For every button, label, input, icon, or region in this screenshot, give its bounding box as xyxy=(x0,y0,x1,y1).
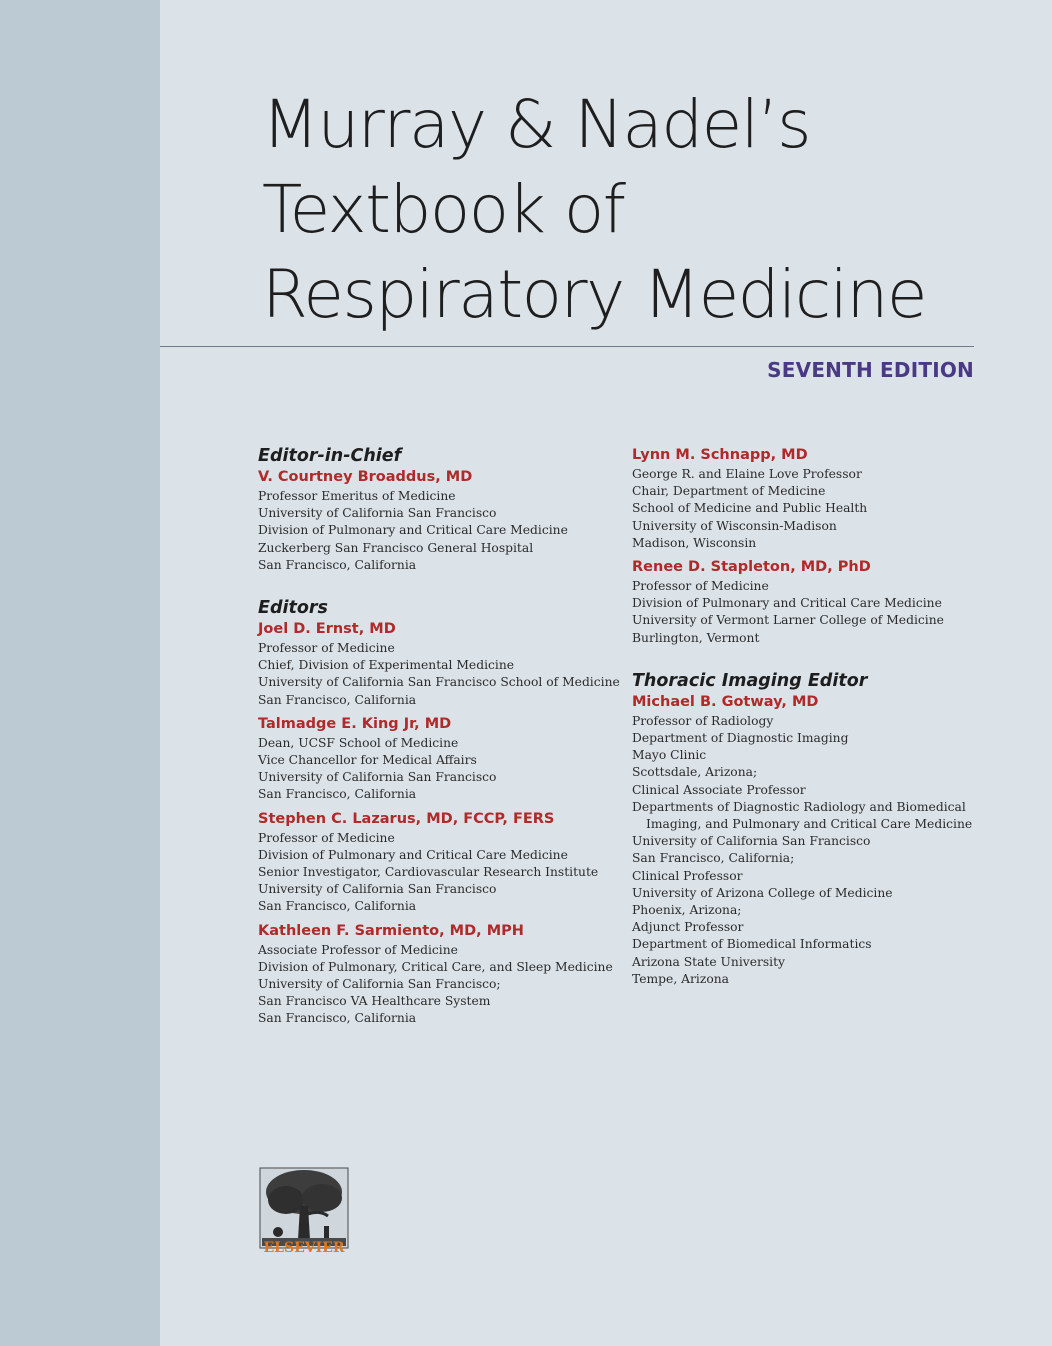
editor-entry xyxy=(258,714,638,804)
affiliation-line: San Francisco VA Healthcare System xyxy=(258,994,491,1009)
affiliation-line: Professor of Medicine xyxy=(258,830,395,845)
affiliation-line: San Francisco, California xyxy=(258,787,417,802)
affiliation-line: University of California San Francisco xyxy=(258,882,497,897)
affiliation-line: San Francisco, California; xyxy=(632,851,795,866)
editor-entry xyxy=(258,619,638,709)
editor-entry xyxy=(258,921,638,1028)
affiliation-line: University of Arizona College of Medicine xyxy=(632,885,893,900)
affiliation-line: University of California San Francisco; xyxy=(258,977,501,992)
person-name: Lynn M. Schnapp, MD xyxy=(632,447,808,463)
affiliation-line: University of California San Francisco xyxy=(258,506,497,521)
affiliation-line: Scottsdale, Arizona; xyxy=(632,765,758,780)
affiliation-line: Adjunct Professor xyxy=(632,920,744,935)
edition-label: SEVENTH EDITION xyxy=(767,358,974,382)
affiliation-line: Division of Pulmonary and Critical Care Medicine xyxy=(632,596,942,611)
affiliation-list xyxy=(258,488,638,574)
affiliation-line: Tempe, Arizona xyxy=(632,971,729,986)
affiliation-line: Professor of Medicine xyxy=(632,579,769,594)
editor-in-chief-heading: Editor-in-Chief xyxy=(258,446,402,466)
affiliation-list xyxy=(258,942,638,1028)
title-line: Respiratory Medicine xyxy=(262,256,926,333)
affiliation-line: Professor of Radiology xyxy=(632,713,774,728)
editor-entry xyxy=(258,809,638,916)
person-name: Kathleen F. Sarmiento, MD, MPH xyxy=(258,922,524,939)
person-name: Renee D. Stapleton, MD, PhD xyxy=(632,559,871,576)
person-name: Michael B. Gotway, MD xyxy=(632,693,819,710)
editor-entry xyxy=(632,557,1012,647)
imaging-editor-entry xyxy=(632,692,1012,988)
book-title xyxy=(262,82,1022,337)
title-line: Textbook of xyxy=(262,171,625,248)
affiliation-line: Dean, UCSF School of Medicine xyxy=(258,735,459,750)
editors-heading: Editors xyxy=(258,598,328,619)
affiliation-line: Chief, Division of Experimental Medicine xyxy=(258,658,515,673)
affiliation-list xyxy=(258,830,638,916)
affiliation-line: Arizona State University xyxy=(632,954,786,969)
thoracic-imaging-editor-heading: Thoracic Imaging Editor xyxy=(632,670,868,691)
affiliation-line: Departments of Diagnostic Radiology and Biomedical xyxy=(632,799,966,814)
affiliation-line: University of Wisconsin-Madison xyxy=(632,518,837,533)
affiliation-line: Chair, Department of Medicine xyxy=(632,484,826,499)
affiliation-line: San Francisco, California xyxy=(258,557,417,572)
right-column xyxy=(632,445,1012,993)
affiliation-line: Madison, Wisconsin xyxy=(632,535,757,550)
affiliation-list xyxy=(258,640,638,709)
affiliation-line: University of California San Francisco xyxy=(632,834,871,849)
left-column xyxy=(258,445,638,1033)
affiliation-line: Imaging, and Pulmonary and Critical Care Medicine xyxy=(646,817,973,832)
publisher-name: ELSEVIER xyxy=(263,1240,345,1256)
affiliation-line: San Francisco, California xyxy=(258,692,417,707)
affiliation-line: Department of Diagnostic Imaging xyxy=(632,731,849,746)
affiliation-list xyxy=(632,713,1012,988)
affiliation-line: San Francisco, California xyxy=(258,1011,417,1026)
affiliation-line: University of California San Francisco School of Medicine xyxy=(258,675,620,690)
affiliation-list xyxy=(632,578,1012,647)
affiliation-line: Phoenix, Arizona; xyxy=(632,903,742,918)
editor-entry xyxy=(632,445,1012,552)
title-divider xyxy=(160,346,974,347)
affiliation-line: Associate Professor of Medicine xyxy=(258,942,458,957)
affiliation-line: Mayo Clinic xyxy=(632,748,707,763)
affiliation-line: Zuckerberg San Francisco General Hospital xyxy=(258,540,534,555)
affiliation-line: Division of Pulmonary, Critical Care, and Sleep Medicine xyxy=(258,959,613,974)
affiliation-line: School of Medicine and Public Health xyxy=(632,501,868,516)
affiliation-list xyxy=(258,735,638,804)
editor-in-chief-entry xyxy=(258,467,638,574)
affiliation-line: Professor of Medicine xyxy=(258,641,395,656)
person-name: Talmadge E. King Jr, MD xyxy=(258,715,452,732)
affiliation-line: Vice Chancellor for Medical Affairs xyxy=(258,753,477,768)
affiliation-list xyxy=(632,466,1012,552)
affiliation-line: University of Vermont Larner College of Medicine xyxy=(632,613,944,628)
affiliation-line: Senior Investigator, Cardiovascular Research Institute xyxy=(258,865,599,880)
affiliation-line: Clinical Professor xyxy=(632,868,743,883)
affiliation-line: Division of Pulmonary and Critical Care Medicine xyxy=(258,847,568,862)
affiliation-line: George R. and Elaine Love Professor xyxy=(632,467,862,481)
cover-spine-band xyxy=(0,0,160,1346)
title-line: Murray & Nadel’s xyxy=(262,86,810,163)
affiliation-line: Clinical Associate Professor xyxy=(632,782,806,797)
person-name: V. Courtney Broaddus, MD xyxy=(258,469,473,485)
person-name: Joel D. Ernst, MD xyxy=(258,621,396,638)
affiliation-line: San Francisco, California xyxy=(258,899,417,914)
person-name: Stephen C. Lazarus, MD, FCCP, FERS xyxy=(258,810,555,827)
affiliation-line: Department of Biomedical Informatics xyxy=(632,937,872,952)
affiliation-line: University of California San Francisco xyxy=(258,770,497,785)
affiliation-line: Professor Emeritus of Medicine xyxy=(258,489,456,503)
affiliation-line: Burlington, Vermont xyxy=(632,630,760,645)
affiliation-line: Division of Pulmonary and Critical Care Medicine xyxy=(258,523,568,538)
